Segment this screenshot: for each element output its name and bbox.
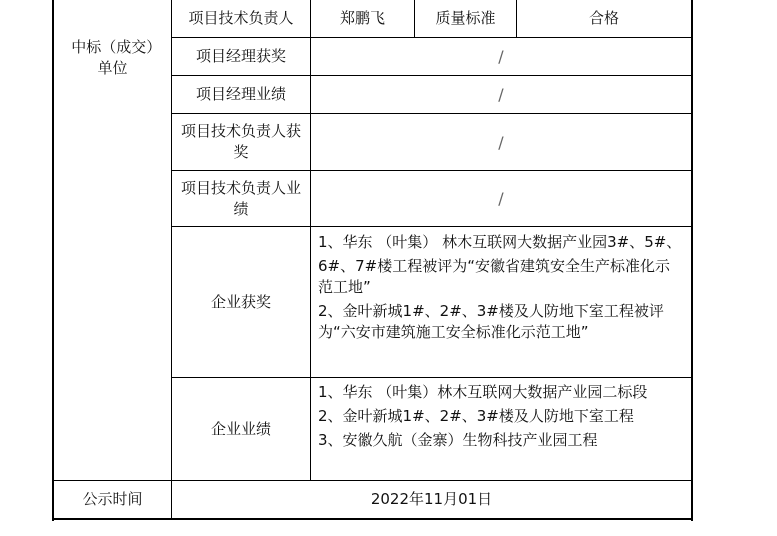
tech-lead-awards-label-text: 项目技术负责人获奖	[180, 122, 301, 161]
quality-value	[517, 0, 691, 37]
winner-label	[70, 28, 155, 88]
tech-lead-label	[172, 0, 310, 37]
tech-lead-awards-label	[180, 114, 302, 170]
winner-label-text: 中标（成交）单位	[71, 38, 154, 77]
company-awards-label-text: 企业获奖	[210, 292, 271, 311]
tech-lead-awards-value	[311, 114, 691, 170]
company-award-line-1: 1、华东 （叶集） 林木互联网大数据产业园3#、5#、	[318, 233, 682, 251]
publicity-label-text: 公示时间	[82, 490, 143, 508]
tech-lead-value-text: 郑鹏飞	[339, 9, 385, 27]
pm-performance-value-text: /	[498, 85, 504, 104]
company-award-line-3: 2、金叶新城1#、2#、3#楼及人防地下室工程被评为“六安市建筑施工安全标准化示范工地”	[318, 302, 664, 341]
quality-value-text: 合格	[588, 9, 619, 27]
company-award-line-2: 6#、7#楼工程被评为“安徽省建筑安全生产标准化示范工地”	[318, 257, 670, 296]
company-performance-label-text: 企业业绩	[210, 419, 271, 438]
company-performance-label	[172, 378, 310, 480]
tech-lead-value	[311, 0, 414, 37]
tech-lead-performance-value	[311, 171, 691, 226]
company-performance-line-3: 3、安徽久航（金寨）生物科技产业园工程	[318, 431, 598, 449]
pm-performance-value	[311, 76, 691, 113]
publicity-value-text: 2022年11月01日	[370, 490, 493, 508]
tech-lead-awards-value-text: /	[498, 132, 504, 152]
table-border-right	[691, 0, 693, 521]
table-border-bottom	[52, 518, 693, 520]
publicity-label	[54, 481, 171, 518]
tech-lead-performance-value-text: /	[498, 189, 504, 208]
company-awards-value	[318, 232, 684, 374]
pm-performance-label-text: 项目经理业绩	[195, 85, 286, 103]
company-awards-label	[172, 227, 310, 377]
tech-lead-performance-label-text: 项目技术负责人业绩	[180, 178, 301, 218]
pm-performance-label	[172, 76, 310, 113]
company-performance-line-2: 2、金叶新城1#、2#、3#楼及人防地下室工程	[318, 407, 634, 425]
pm-awards-label-text: 项目经理获奖	[195, 47, 286, 65]
company-awards-lines	[318, 232, 684, 343]
pm-awards-label	[172, 38, 310, 75]
pm-awards-value-text: /	[498, 47, 504, 66]
company-performance-lines	[318, 382, 684, 451]
table-border-left	[52, 0, 54, 521]
tech-lead-label-text: 项目技术负责人	[188, 9, 294, 27]
quality-label-text: 质量标准	[435, 9, 496, 27]
pm-awards-value	[311, 38, 691, 75]
company-performance-line-1: 1、华东 （叶集）林木互联网大数据产业园二标段	[318, 383, 648, 401]
publicity-value	[172, 481, 691, 518]
company-performance-value	[318, 382, 684, 478]
quality-label	[415, 0, 516, 37]
tech-lead-performance-label	[180, 171, 302, 226]
